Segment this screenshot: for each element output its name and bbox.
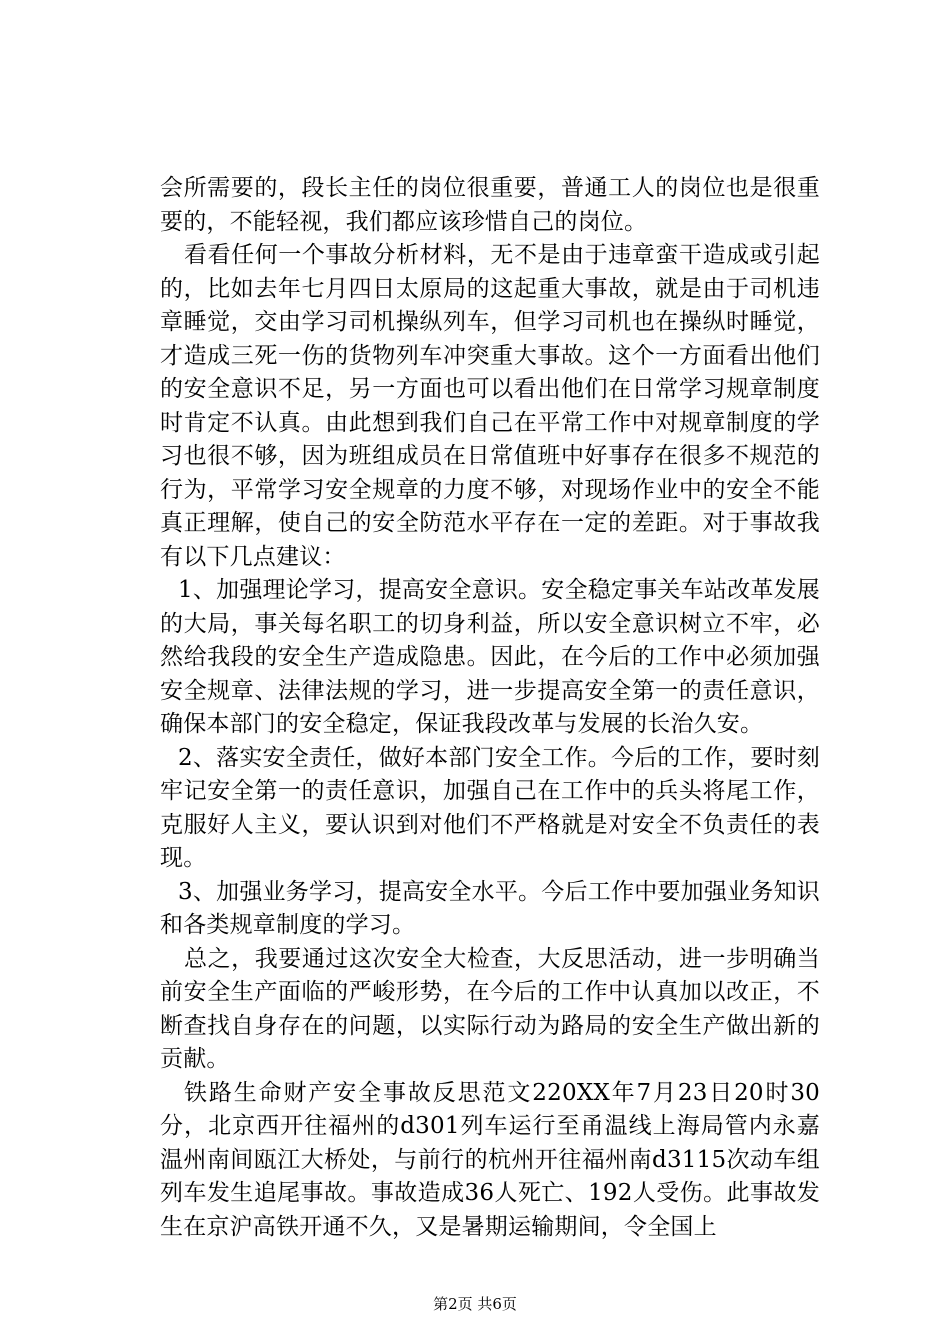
- page-number-footer: 第2页 共6页: [433, 1295, 517, 1313]
- paragraph-next-article: 铁路生命财产安全事故反思范文220XX年7月23日20时30分，北京西开往福州的d301列车运行至甬温线上海局管内永嘉温州南间瓯江大桥处，与前行的杭州开往福州南d3115次动车组列车发生追尾事故。事故造成36人死亡、192人受伤。此事故发生在京沪高铁开通不久，又是暑期运输期间，令全国上: [160, 1079, 820, 1240]
- paragraph-suggestion-3: 3、加强业务学习，提高安全水平。今后工作中要加强业务知识和各类规章制度的学习。: [160, 878, 820, 938]
- paragraph-continued: 会所需要的，段长主任的岗位很重要，普通工人的岗位也是很重要的，不能轻视，我们都应该珍惜自己的岗位。: [160, 175, 820, 235]
- paragraph-conclusion: 总之，我要通过这次安全大检查，大反思活动，进一步明确当前安全生产面临的严峻形势，在今后的工作中认真加以改正，不断查找自身存在的问题，以实际行动为路局的安全生产做出新的贡献。: [160, 945, 820, 1072]
- paragraph-suggestion-2: 2、落实安全责任，做好本部门安全工作。今后的工作，要时刻牢记安全第一的责任意识，加强自己在工作中的兵头将尾工作，克服好人主义，要认识到对他们不严格就是对安全不负责任的表现。: [160, 744, 820, 871]
- document-body: [160, 172, 820, 1244]
- paragraph-suggestion-1: 1、加强理论学习，提高安全意识。安全稳定事关车站改革发展的大局，事关每名职工的切身利益，所以安全意识树立不牢，必然给我段的安全生产造成隐患。因此，在今后的工作中必须加强安全规章、法律法规的学习，进一步提高安全第一的责任意识，确保本部门的安全稳定，保证我段改革与发展的长治久安。: [160, 577, 820, 737]
- paragraph-accident-analysis: 看看任何一个事故分析材料，无不是由于违章蛮干造成或引起的，比如去年七月四日太原局的这起重大事故，就是由于司机违章睡觉，交由学习司机操纵列车，但学习司机也在操纵时睡觉，才造成三死一伤的货物列车冲突重大事故。这个一方面看出他们的安全意识不足，另一方面也可以看出他们在日常学习规章制度时肯定不认真。由此想到我们自己在平常工作中对规章制度的学习也很不够，因为班组成员在日常值班中好事存在很多不规范的行为，平常学习安全规章的力度不够，对现场作业中的安全不能真正理解，使自己的安全防范水平存在一定的差距。对于事故我有以下几点建议：: [160, 242, 820, 570]
